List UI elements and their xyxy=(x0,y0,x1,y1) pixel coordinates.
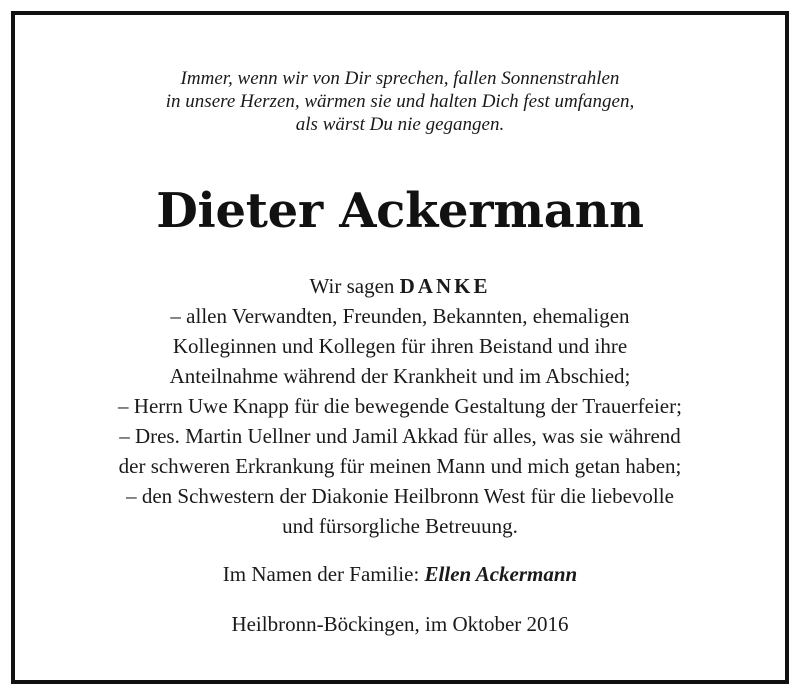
thanks-intro-line xyxy=(15,271,785,301)
memorial-quote xyxy=(15,67,785,136)
quote-line: in unsere Herzen, wärmen sie und halten Dich fest umfangen, xyxy=(165,91,635,112)
thanks-line: Anteilnahme während der Krankheit und im Abschied; xyxy=(169,364,631,388)
thanks-line: der schweren Erkrankung für meinen Mann und mich getan haben; xyxy=(118,454,682,478)
quote-line: Immer, wenn wir von Dir sprechen, fallen Sonnenstrahlen xyxy=(180,68,620,89)
thanks-line: Kolleginnen und Kollegen für ihren Beistand und ihre xyxy=(172,334,628,358)
thanks-line: – allen Verwandten, Freunden, Bekannten, ehemaligen xyxy=(170,304,630,328)
thanks-line: – Dres. Martin Uellner und Jamil Akkad für alles, was sie während xyxy=(119,424,681,448)
thanks-keyword: DANKE xyxy=(399,274,491,298)
thanks-text xyxy=(15,271,785,541)
thanks-line: und fürsorgliche Betreuung. xyxy=(282,514,518,538)
obituary-notice xyxy=(15,15,785,680)
deceased-name: Dieter Ackermann xyxy=(156,183,644,239)
thanks-line: – Herrn Uwe Knapp für die bewegende Gestaltung der Trauerfeier; xyxy=(118,394,682,418)
notice-frame xyxy=(11,11,789,684)
signer-name: Ellen Ackermann xyxy=(424,562,578,586)
thanks-line: – den Schwestern der Diakonie Heilbronn West für die liebevolle xyxy=(126,484,674,508)
quote-line: als wärst Du nie gegangen. xyxy=(295,114,505,135)
family-label: Im Namen der Familie: xyxy=(222,562,420,586)
family-signature xyxy=(15,559,785,589)
thanks-intro: Wir sagen xyxy=(309,274,395,298)
place-date: Heilbronn-Böckingen, im Oktober 2016 xyxy=(231,612,569,636)
